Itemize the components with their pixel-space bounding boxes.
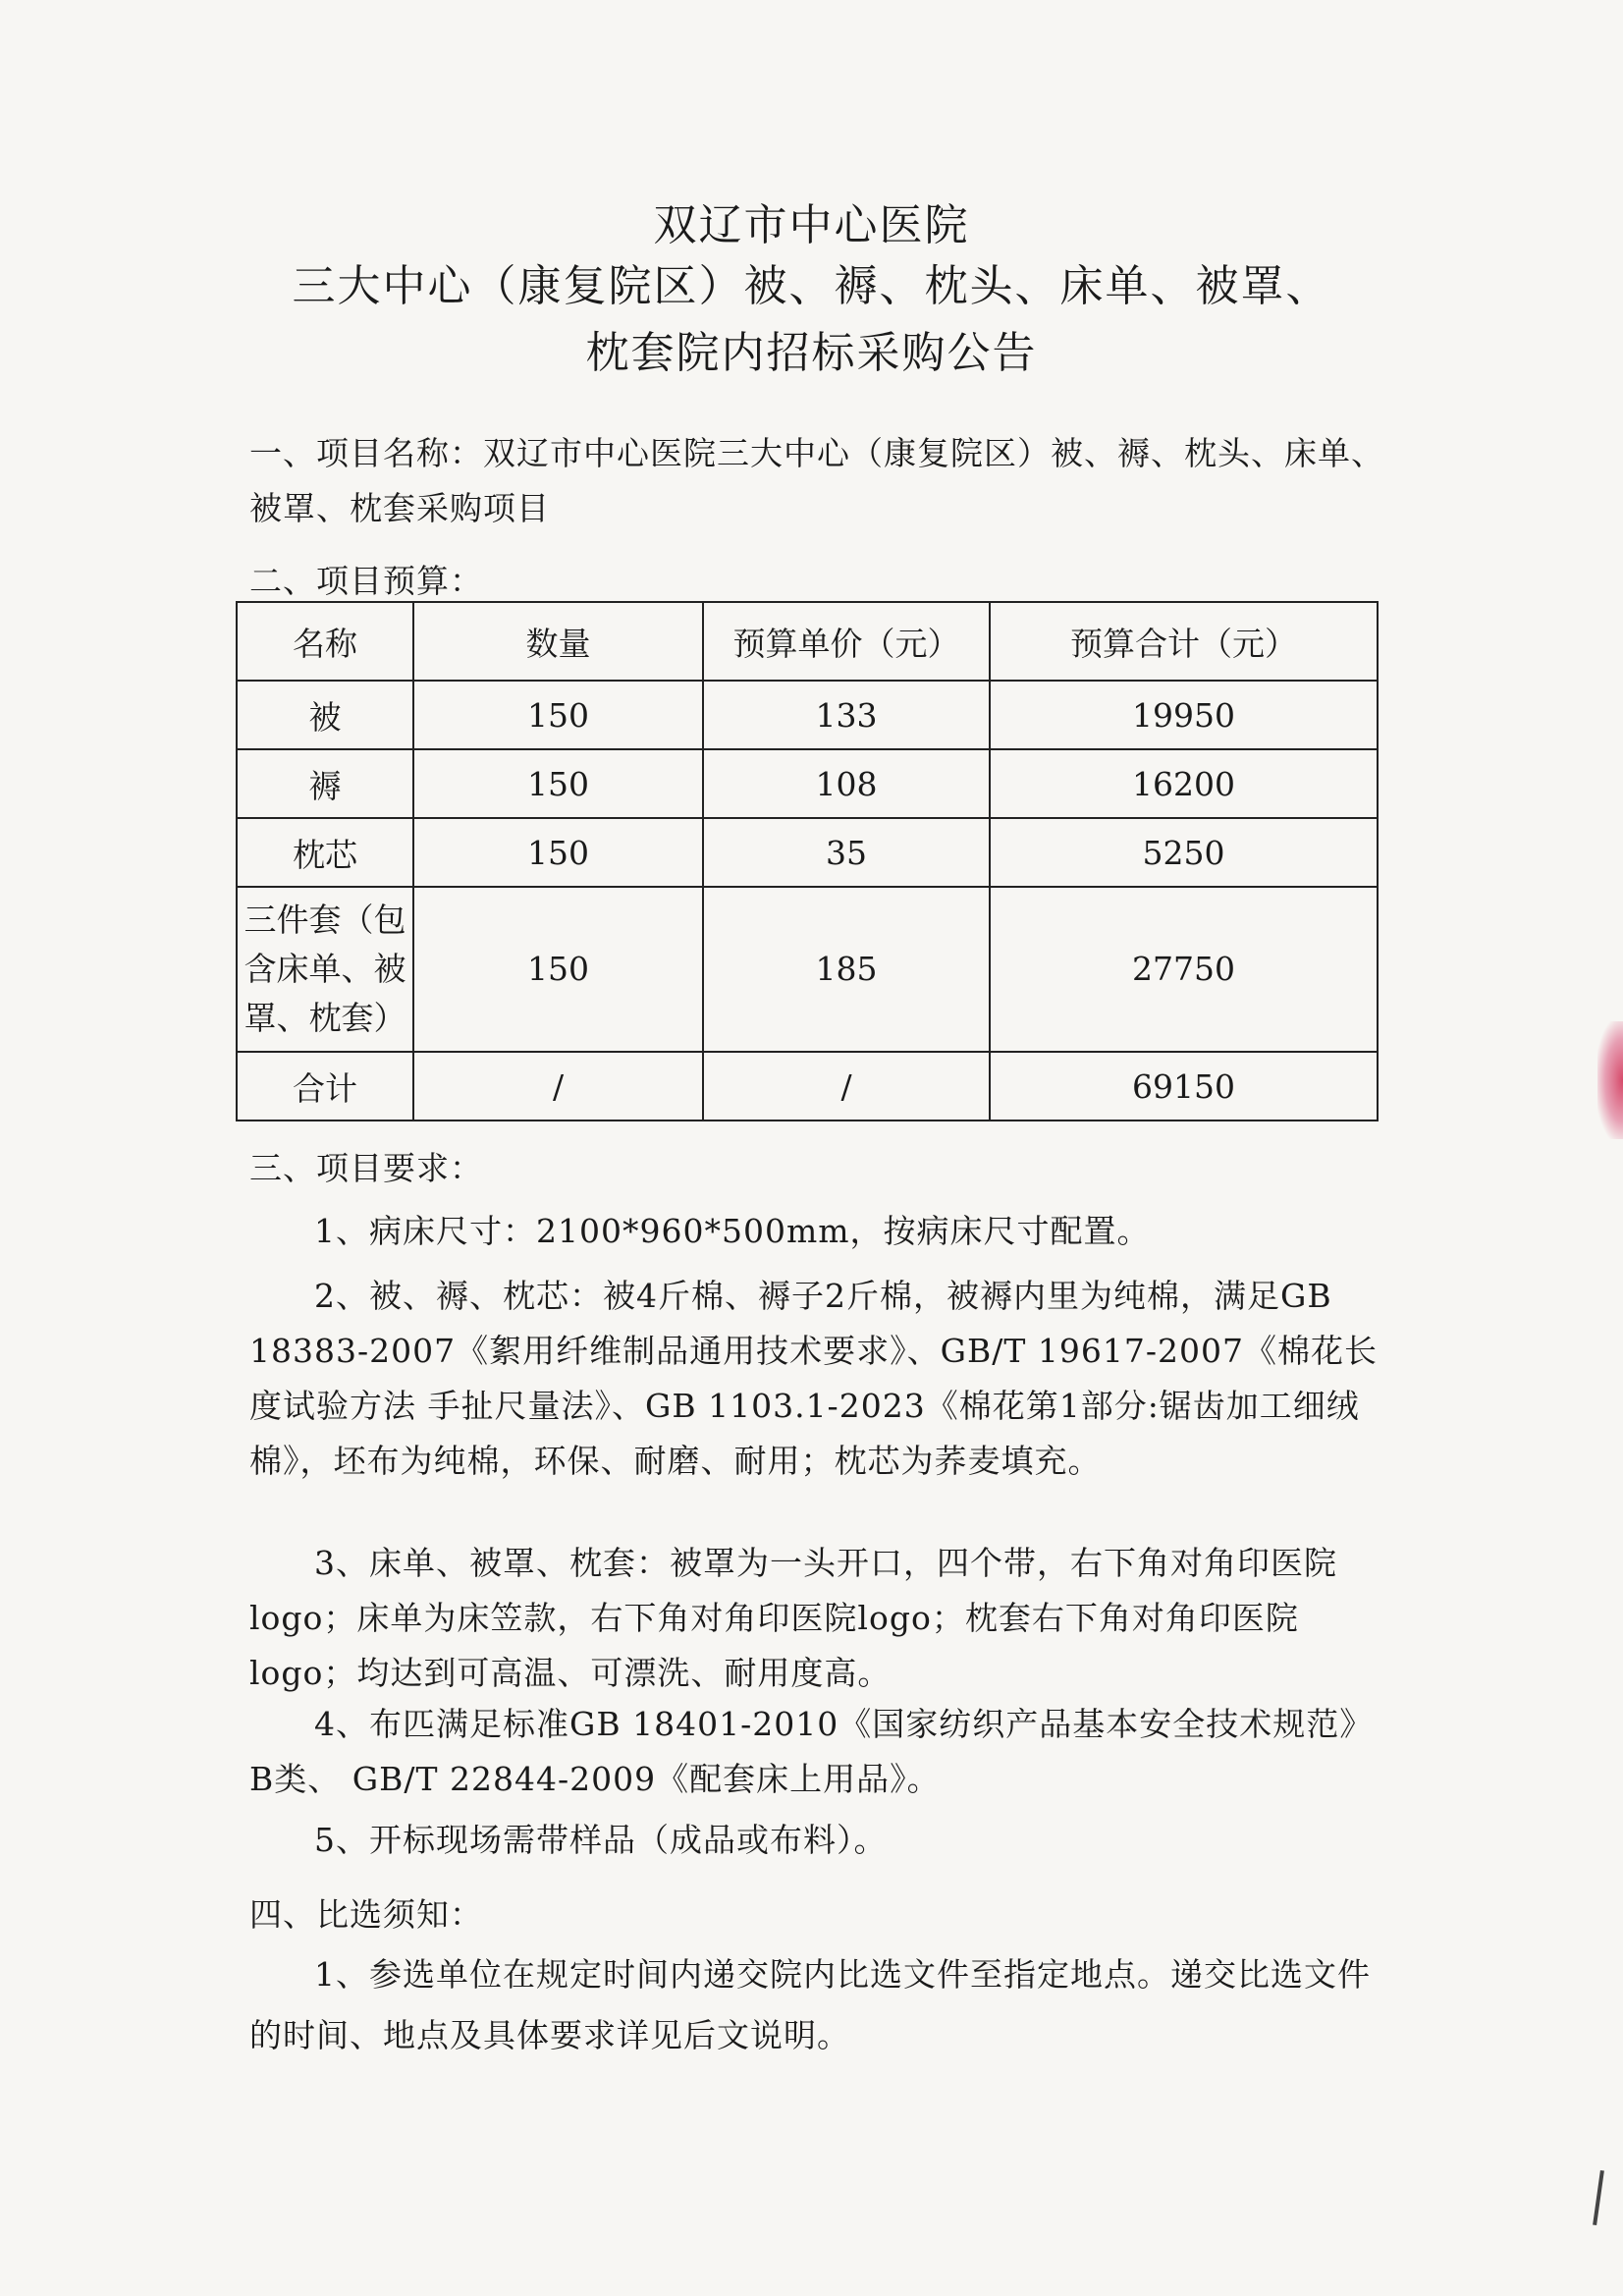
requirement-item: 4、布匹满足标准GB 18401-2010《国家纺织产品基本安全技术规范》B类、 GB/T 22844-2009《配套床上用品》。 <box>249 1705 1374 1798</box>
bidding-note-item: 1、参选单位在规定时间内递交院内比选文件至指定地点。递交比选文件的时间、地点及具体要求详见后文说明。 <box>249 1955 1371 2054</box>
header-total: 预算合计（元） <box>990 602 1378 681</box>
table-row <box>237 818 1378 887</box>
header-unit-price: 预算单价（元） <box>703 602 990 681</box>
table-row <box>237 749 1378 818</box>
title-subject: 三大中心（康复院区）被、褥、枕头、床单、被罩、 <box>292 261 1331 311</box>
cell-total: 69150 <box>990 1052 1378 1121</box>
cell-unit: 133 <box>703 681 990 749</box>
cell-unit: 108 <box>703 749 990 818</box>
margin-pen-mark <box>1593 2170 1604 2225</box>
requirement-item: 1、病床尺寸：2100*960*500mm，按病床尺寸配置。 <box>314 1212 1151 1250</box>
table-total-row <box>237 1052 1378 1121</box>
table-row <box>237 681 1378 749</box>
cell-unit: 185 <box>703 887 990 1052</box>
requirement-item: 3、床单、被罩、枕套：被罩为一头开口，四个带，右下角对角印医院logo；床单为床笠款，右下角对角印医院logo；枕套右下角对角印医院logo；均达到可高温、可漂洗、耐用度高。 <box>249 1544 1337 1692</box>
cell-qty: / <box>413 1052 703 1121</box>
requirement-item: 5、开标现场需带样品（成品或布料）。 <box>314 1821 888 1859</box>
cell-qty: 150 <box>413 818 703 887</box>
cell-name: 被 <box>237 681 413 749</box>
table-header-row <box>237 602 1378 681</box>
project-name: 一、项目名称：双辽市中心医院三大中心（康复院区）被、褥、枕头、床单、被罩、枕套采购项目 <box>249 434 1384 527</box>
cell-qty: 150 <box>413 887 703 1052</box>
cell-total: 16200 <box>990 749 1378 818</box>
cell-qty: 150 <box>413 749 703 818</box>
cell-unit: / <box>703 1052 990 1121</box>
cell-total: 5250 <box>990 818 1378 887</box>
budget-heading: 二、项目预算： <box>249 562 483 600</box>
red-seal-fragment <box>1597 1021 1623 1139</box>
title-hospital: 双辽市中心医院 <box>653 200 970 250</box>
cell-unit: 35 <box>703 818 990 887</box>
cell-qty: 150 <box>413 681 703 749</box>
header-quantity: 数量 <box>413 602 703 681</box>
cell-total: 27750 <box>990 887 1378 1052</box>
bidding-notes-heading: 四、比选须知： <box>249 1895 483 1934</box>
cell-name: 三件套（包含床单、被罩、枕套） <box>237 887 413 1052</box>
cell-total: 19950 <box>990 681 1378 749</box>
budget-table <box>236 601 1379 1121</box>
title-announcement: 枕套院内招标采购公告 <box>585 328 1038 378</box>
table-row <box>237 887 1378 1052</box>
cell-name: 枕芯 <box>237 818 413 887</box>
requirement-item: 2、被、褥、枕芯：被4斤棉、褥子2斤棉，被褥内里为纯棉，满足GB 18383-2007《絮用纤维制品通用技术要求》、GB/T 19617-2007《棉花长度试验方法 手扯尺量法》、GB 1103.1-2023《棉花第1部分:锯齿加工细绒棉》，坯布为纯棉，环保、耐磨、耐用；枕芯为荞麦填充。 <box>249 1277 1378 1480</box>
requirements-heading: 三、项目要求： <box>249 1149 483 1187</box>
cell-name: 合计 <box>237 1052 413 1121</box>
header-name: 名称 <box>237 602 413 681</box>
cell-name: 褥 <box>237 749 413 818</box>
